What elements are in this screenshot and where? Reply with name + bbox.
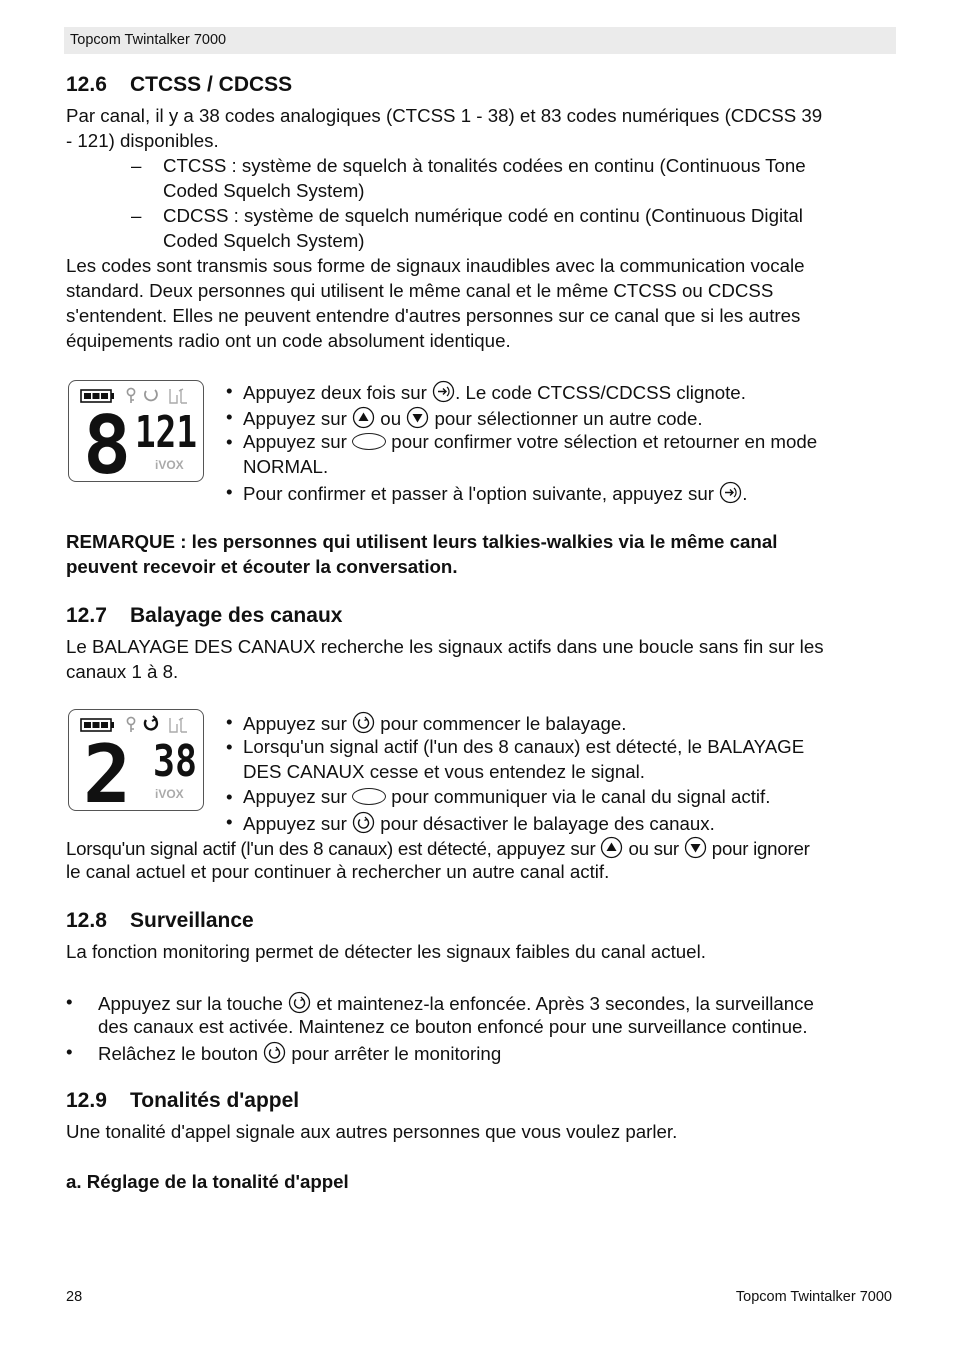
lcd-code-digits: 38 [153, 736, 197, 787]
list-item: Pour confirmer et passer à l'option suivante, appuyez sur . [243, 483, 748, 504]
paragraph-line: standard. Deux personnes qui utilisent le même canal et le même CTCSS ou CDCSS [66, 280, 774, 301]
list-item: Appuyez sur pour désactiver le balayage des canaux. [243, 813, 715, 834]
list-item-cont: DES CANAUX cesse et vous entendez le signal. [243, 761, 645, 782]
list-item: Appuyez sur pour commencer le balayage. [243, 713, 627, 734]
section-heading-12-9: 12.9 Tonalités d'appel [66, 1089, 300, 1112]
lcd-display-code [68, 380, 204, 492]
bullet: • [226, 406, 233, 427]
down-button-icon [684, 836, 707, 859]
list-item: Appuyez sur ou pour sélectionner un autre code. [243, 408, 703, 429]
bullet: • [66, 1041, 73, 1062]
page-number: 28 [66, 1289, 83, 1305]
paragraph-line: Une tonalité d'appel signale aux autres personnes que vous voulez parler. [66, 1121, 678, 1142]
list-item: Appuyez deux fois sur . Le code CTCSS/CDCSS clignote. [243, 382, 746, 403]
list-item-cont: des canaux est activée. Maintenez ce bouton enfoncé pour une surveillance continue. [98, 1016, 808, 1037]
bullet: • [226, 481, 233, 502]
list-item: Appuyez sur la touche et maintenez-la enfoncée. Après 3 secondes, la surveillance [98, 993, 814, 1014]
section-heading-12-8: 12.8 Surveillance [66, 909, 254, 932]
list-item: Relâchez le bouton pour arrêter le monitoring [98, 1043, 502, 1064]
dash-item-cdcss: CDCSS : système de squelch numérique codé en continu (Continuous Digital [163, 205, 803, 226]
menu-button-icon [432, 380, 455, 403]
scan-indicator-icon [145, 716, 157, 729]
paragraph-line: Le BALAYAGE DES CANAUX recherche les signaux actifs dans une boucle sans fin sur les [66, 636, 824, 657]
bullet: • [226, 786, 233, 807]
up-button-icon [600, 836, 623, 859]
bullet: • [226, 711, 233, 732]
section-heading-12-6: 12.6 CTCSS / CDCSS [66, 73, 293, 96]
subsection-heading: a. Réglage de la tonalité d'appel [66, 1171, 349, 1192]
bullet: • [226, 380, 233, 401]
page-header [64, 27, 896, 54]
lcd-vox-label: iVOX [155, 458, 184, 472]
dash-item-ctcss: CTCSS : système de squelch à tonalités codées en continu (Continuous Tone [163, 155, 806, 176]
bullet: • [226, 736, 233, 757]
signal-icon [170, 389, 187, 403]
dash-item-cdcss-cont: Coded Squelch System) [163, 230, 365, 251]
ptt-button-icon [352, 788, 386, 805]
up-button-icon [352, 406, 375, 429]
paragraph-line: canaux 1 à 8. [66, 661, 179, 682]
list-item: Lorsqu'un signal actif (l'un des 8 canaux) est détecté, le BALAYAGE [243, 736, 805, 757]
remark-note-cont: peuvent recevoir et écouter la conversation. [66, 556, 458, 577]
paragraph-line: Les codes sont transmis sous forme de signaux inaudibles avec la communication vocale [66, 255, 805, 276]
section-heading-12-7: 12.7 Balayage des canaux [66, 604, 343, 627]
paragraph-line: Par canal, il y a 38 codes analogiques (CTCSS 1 - 38) et 83 codes numériques (CDCSS 39 [66, 105, 823, 126]
list-item-cont: NORMAL. [243, 456, 329, 477]
scan-indicator-icon [145, 390, 157, 400]
paragraph-line: La fonction monitoring permet de détecter les signaux faibles du canal actuel. [66, 941, 706, 962]
dash-item-ctcss-cont: Coded Squelch System) [163, 180, 365, 201]
paragraph-line: s'entendent. Elles ne peuvent entendre d'autres personnes sur ce canal que si les autres [66, 305, 801, 326]
lcd-display-scan [68, 709, 204, 821]
scan-button-icon [352, 811, 375, 834]
dash-bullet: – [131, 205, 142, 226]
ptt-button-icon [352, 433, 386, 450]
paragraph-line: - 121) disponibles. [66, 130, 219, 151]
lcd-channel-digit: 2 [83, 728, 132, 821]
signal-icon [170, 718, 187, 732]
list-item: Appuyez sur pour communiquer via le canal du signal actif. [243, 786, 771, 807]
footer-title: Topcom Twintalker 7000 [735, 1289, 892, 1305]
lcd-code-digits: 121 [135, 407, 197, 458]
bullet: • [66, 991, 73, 1012]
lcd-vox-label: iVOX [155, 787, 184, 801]
paragraph-line: Lorsqu'un signal actif (l'un des 8 canaux) est détecté, appuyez sur ou sur pour ignorer [66, 838, 810, 859]
list-item: Appuyez sur pour confirmer votre sélection et retourner en mode [243, 431, 818, 452]
paragraph-line: équipements radio ont un code absolument identique. [66, 330, 511, 351]
dash-bullet: – [131, 155, 142, 176]
down-button-icon [406, 406, 429, 429]
remark-note: REMARQUE : les personnes qui utilisent leurs talkies-walkies via le même canal [66, 531, 778, 552]
menu-button-icon [719, 481, 742, 504]
bullet: • [226, 811, 233, 832]
bullet: • [226, 431, 233, 452]
scan-button-icon [352, 711, 375, 734]
monitor-button-icon [288, 991, 311, 1014]
header-title: Topcom Twintalker 7000 [70, 32, 227, 48]
lcd-channel-digit: 8 [83, 399, 132, 492]
paragraph-line: le canal actuel et pour continuer à rechercher un autre canal actif. [66, 861, 610, 882]
monitor-button-icon [263, 1041, 286, 1064]
